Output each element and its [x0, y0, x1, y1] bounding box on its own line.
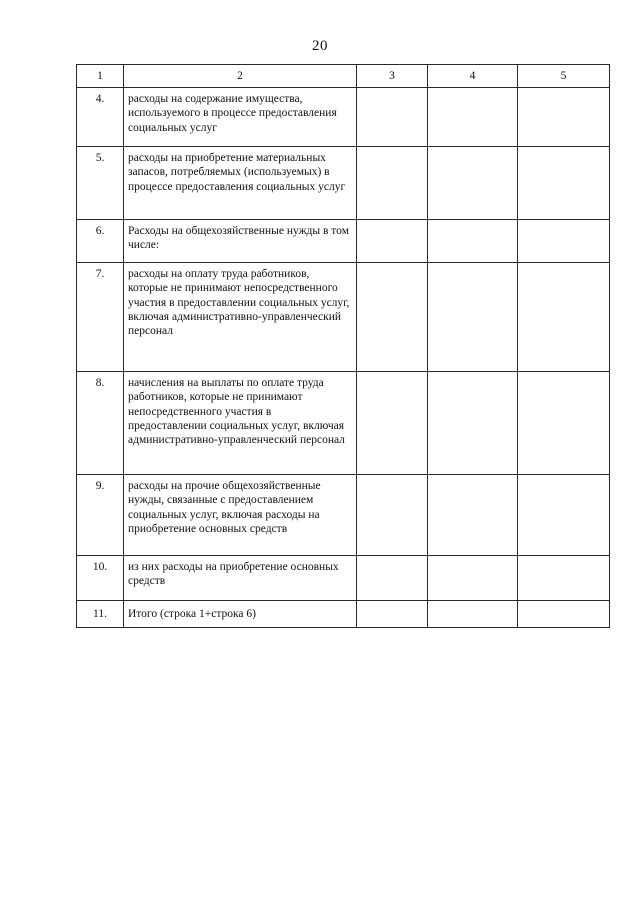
table-row [77, 475, 610, 556]
value-cell-col4 [428, 372, 518, 475]
table-header-row [77, 65, 610, 88]
row-description: расходы на приобретение материальных запасов, потребляемых (используемых) в процессе предоставления социальных услуг [124, 147, 357, 220]
page-number: 20 [312, 38, 328, 54]
table-row [77, 263, 610, 372]
value-cell-col4 [428, 475, 518, 556]
row-number: 6. [77, 220, 124, 263]
value-cell-col3 [357, 88, 428, 147]
table-row [77, 147, 610, 220]
value-cell-col4 [428, 147, 518, 220]
table-row [77, 372, 610, 475]
value-cell-col4 [428, 88, 518, 147]
row-description: Итого (строка 1+строка 6) [124, 601, 357, 628]
row-number: 7. [77, 263, 124, 372]
row-description: расходы на оплату труда работников, которые не принимают непосредственного участия в предоставлении социальных услуг, включая административно-управленческий персонал [124, 263, 357, 372]
row-description: начисления на выплаты по оплате труда работников, которые не принимают непосредственного участия в предоставлении социальных услуг, включая административно-управленческий персонал [124, 372, 357, 475]
table-row [77, 220, 610, 263]
value-cell-col5 [518, 147, 610, 220]
row-number: 4. [77, 88, 124, 147]
row-description: расходы на содержание имущества, используемого в процессе предоставления социальных услуг [124, 88, 357, 147]
row-number: 8. [77, 372, 124, 475]
row-description: расходы на прочие общехозяйственные нужды, связанные с предоставлением социальных услуг, включая расходы на приобретение основных средств [124, 475, 357, 556]
row-number: 9. [77, 475, 124, 556]
table-row [77, 88, 610, 147]
value-cell-col5 [518, 263, 610, 372]
row-number: 11. [77, 601, 124, 628]
value-cell-col5 [518, 88, 610, 147]
row-description: из них расходы на приобретение основных средств [124, 556, 357, 601]
value-cell-col4 [428, 263, 518, 372]
column-header-5: 5 [518, 65, 610, 88]
row-number: 10. [77, 556, 124, 601]
table-row-total [77, 601, 610, 628]
value-cell-col4 [428, 601, 518, 628]
value-cell-col3 [357, 475, 428, 556]
value-cell-col5 [518, 475, 610, 556]
column-header-2: 2 [124, 65, 357, 88]
value-cell-col5 [518, 220, 610, 263]
row-number: 5. [77, 147, 124, 220]
column-header-3: 3 [357, 65, 428, 88]
value-cell-col3 [357, 220, 428, 263]
value-cell-col4 [428, 556, 518, 601]
cost-table [76, 64, 610, 628]
value-cell-col5 [518, 372, 610, 475]
value-cell-col3 [357, 372, 428, 475]
value-cell-col3 [357, 556, 428, 601]
column-header-4: 4 [428, 65, 518, 88]
column-header-1: 1 [77, 65, 124, 88]
row-description: Расходы на общехозяйственные нужды в том числе: [124, 220, 357, 263]
value-cell-col3 [357, 147, 428, 220]
table-row [77, 556, 610, 601]
value-cell-col4 [428, 220, 518, 263]
value-cell-col3 [357, 601, 428, 628]
value-cell-col5 [518, 556, 610, 601]
value-cell-col5 [518, 601, 610, 628]
value-cell-col3 [357, 263, 428, 372]
